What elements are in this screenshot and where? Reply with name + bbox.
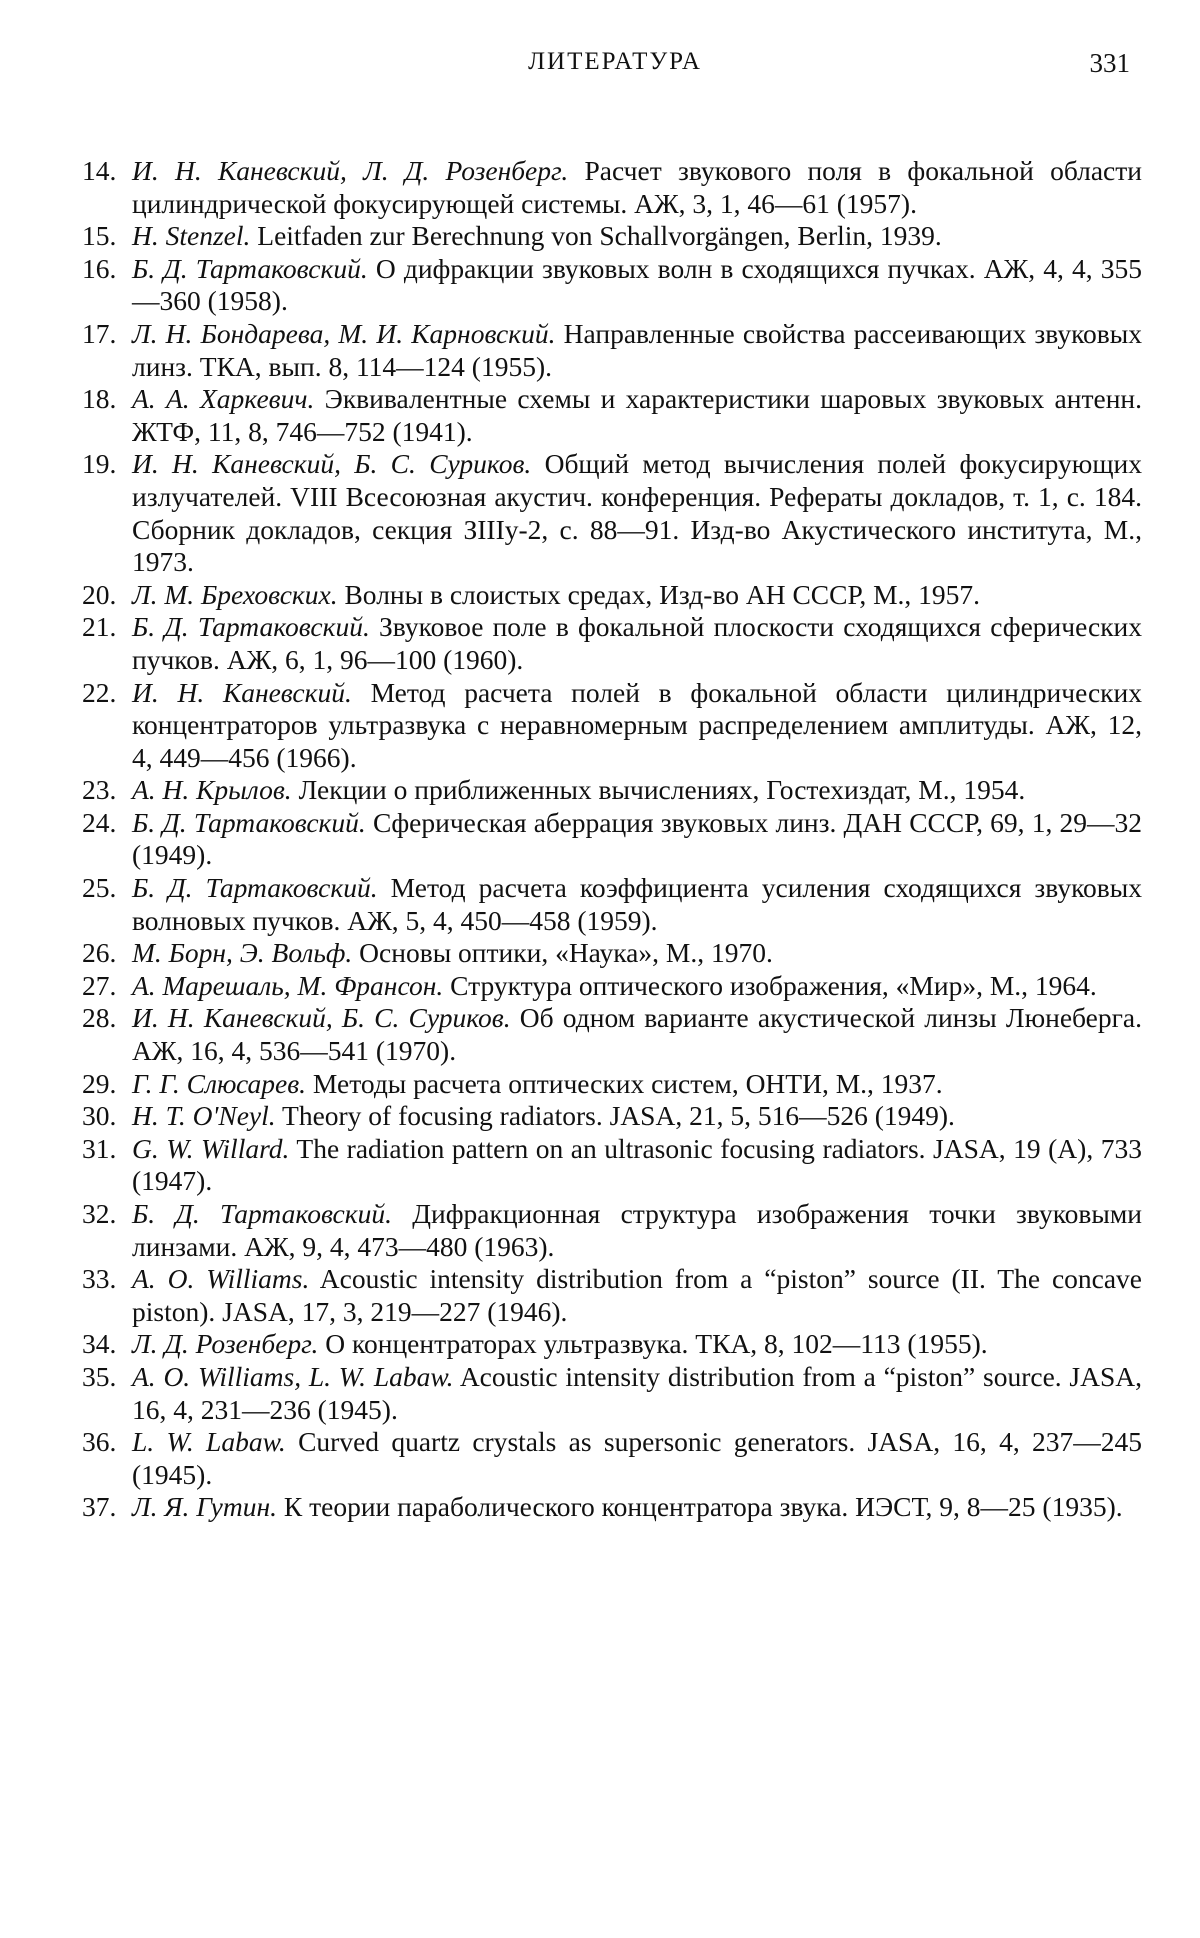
reference-text: Расчет звукового поля в фокальной области цилиндрической фокусирующей системы. АЖ, 3, 1, 46—61 (1957). bbox=[132, 155, 1142, 219]
reference-number: 28. bbox=[82, 1002, 117, 1034]
reference-number: 27. bbox=[82, 969, 117, 1001]
reference-text: Основы оптики, «Наука», М., 1970. bbox=[359, 937, 773, 969]
reference-authors: А. Марешаль, М. Франсон. bbox=[132, 969, 444, 1001]
reference-number: 22. bbox=[82, 676, 117, 708]
reference-item bbox=[82, 1426, 1142, 1491]
reference-authors: М. Борн, Э. Вольф. bbox=[132, 937, 353, 969]
reference-text: Лекции о приближенных вычислениях, Гостехиздат, М., 1954. bbox=[298, 774, 1026, 806]
reference-authors: Л. Д. Розенберг. bbox=[132, 1328, 319, 1360]
reference-text: Дифракционная структура изображения точки звуковыми линзами. АЖ, 9, 4, 473—480 (1963). bbox=[132, 1198, 1143, 1262]
reference-body bbox=[132, 1100, 1142, 1133]
reference-authors: H. Stenzel. bbox=[132, 220, 251, 252]
reference-item bbox=[82, 383, 1142, 448]
reference-text: Эквивалентные схемы и характеристики шаровых звуковых антенн. ЖТФ, 11, 8, 746—752 (1941). bbox=[132, 383, 1143, 447]
reference-body bbox=[132, 220, 1142, 253]
reference-item bbox=[82, 1068, 1142, 1101]
reference-text: Звуковое поле в фокальной плоскости сходящихся сферических пучков. АЖ, 6, 1, 96—100 (1960). bbox=[132, 611, 1143, 675]
reference-item bbox=[82, 1133, 1142, 1198]
reference-authors: И. Н. Каневский, Л. Д. Розенберг. bbox=[132, 155, 569, 186]
reference-text: О дифракции звуковых волн в сходящихся пучках. АЖ, 4, 4, 355—360 (1958). bbox=[132, 252, 1143, 317]
reference-item bbox=[82, 872, 1142, 937]
reference-number: 21. bbox=[82, 611, 117, 643]
reference-authors: И. Н. Каневский, Б. С. Суриков. bbox=[132, 1002, 511, 1034]
reference-item bbox=[82, 1328, 1142, 1361]
reference-item bbox=[82, 774, 1142, 807]
reference-number: 26. bbox=[82, 937, 117, 969]
reference-item bbox=[82, 807, 1142, 872]
reference-item bbox=[82, 937, 1142, 970]
reference-text: Об одном варианте акустической линзы Люнеберга. АЖ, 16, 4, 536—541 (1970). bbox=[132, 1002, 1142, 1067]
reference-number: 32. bbox=[82, 1198, 117, 1229]
reference-authors: А. Н. Крылов. bbox=[132, 774, 292, 806]
reference-body bbox=[132, 1263, 1142, 1328]
reference-body bbox=[132, 937, 1142, 970]
reference-authors: Л. Н. Бондарева, М. И. Карновский. bbox=[132, 317, 556, 349]
reference-item bbox=[82, 1100, 1142, 1133]
reference-item bbox=[82, 1263, 1142, 1328]
reference-text: Волны в слоистых средах, Изд-во АН СССР, М., 1957. bbox=[344, 578, 981, 610]
reference-text: Метод расчета полей в фокальной области цилиндрических концентраторов ультразвука с неравномерным распределением амплитуды. АЖ, 12, 4, 449—456 (1966). bbox=[132, 676, 1142, 773]
reference-number: 18. bbox=[82, 383, 117, 415]
reference-authors: Б. Д. Тартаковский. bbox=[132, 611, 370, 643]
reference-authors: А. А. Харкевич. bbox=[132, 383, 315, 415]
reference-authors: Б. Д. Тартаковский. bbox=[132, 1198, 392, 1229]
reference-body bbox=[132, 807, 1142, 872]
reference-text: Методы расчета оптических систем, ОНТИ, М., 1937. bbox=[312, 1067, 943, 1099]
reference-body bbox=[132, 318, 1142, 383]
reference-list bbox=[82, 155, 1142, 1524]
reference-item bbox=[82, 318, 1142, 383]
reference-body bbox=[132, 611, 1142, 676]
reference-item bbox=[82, 677, 1142, 775]
reference-body bbox=[132, 970, 1142, 1003]
reference-authors: G. W. Willard. bbox=[132, 1132, 290, 1164]
reference-body bbox=[132, 1328, 1142, 1361]
reference-number: 35. bbox=[82, 1360, 117, 1392]
reference-body bbox=[132, 1133, 1142, 1198]
reference-number: 20. bbox=[82, 578, 117, 610]
reference-item bbox=[82, 155, 1142, 220]
reference-item bbox=[82, 253, 1142, 318]
reference-number: 14. bbox=[82, 155, 117, 186]
reference-number: 25. bbox=[82, 872, 117, 904]
running-title: ЛИТЕРАТУРА bbox=[528, 48, 702, 75]
reference-body bbox=[132, 579, 1142, 612]
reference-number: 23. bbox=[82, 774, 117, 806]
reference-body bbox=[132, 1491, 1142, 1524]
reference-text: Curved quartz crystals as supersonic generators. JASA, 16, 4, 237—245 (1945). bbox=[132, 1426, 1143, 1490]
reference-body bbox=[132, 1002, 1142, 1067]
reference-item bbox=[82, 579, 1142, 612]
reference-item bbox=[82, 1198, 1142, 1263]
reference-text: Theory of focusing radiators. JASA, 21, 5, 516—526 (1949). bbox=[282, 1100, 955, 1132]
reference-number: 24. bbox=[82, 806, 117, 838]
reference-body bbox=[132, 448, 1142, 578]
reference-body bbox=[132, 1198, 1142, 1263]
reference-text: Acoustic intensity distribution from a “piston” source. JASA, 16, 4, 231—236 (1945). bbox=[132, 1360, 1143, 1425]
reference-text: О концентраторах ультразвука. ТКА, 8, 102—113 (1955). bbox=[325, 1328, 988, 1360]
reference-body bbox=[132, 677, 1142, 775]
reference-authors: Л. М. Бреховских. bbox=[132, 578, 338, 610]
reference-body bbox=[132, 1068, 1142, 1101]
reference-item bbox=[82, 611, 1142, 676]
reference-authors: A. O. Williams. bbox=[132, 1263, 310, 1295]
reference-text: The radiation pattern on an ultrasonic focusing radiators. JASA, 19 (A), 733 (1947). bbox=[132, 1132, 1142, 1197]
reference-item bbox=[82, 1491, 1142, 1524]
page-header bbox=[100, 48, 1130, 88]
reference-number: 36. bbox=[82, 1426, 117, 1458]
reference-number: 17. bbox=[82, 317, 117, 349]
reference-authors: L. W. Labaw. bbox=[132, 1426, 286, 1458]
reference-item bbox=[82, 1361, 1142, 1426]
reference-number: 29. bbox=[82, 1067, 117, 1099]
reference-number: 30. bbox=[82, 1100, 117, 1132]
reference-text: Acoustic intensity distribution from a “piston” source (II. The concave piston). JASA, 17, 3, 219—227 (1946). bbox=[132, 1263, 1143, 1327]
reference-text: Структура оптического изображения, «Мир», М., 1964. bbox=[450, 969, 1097, 1001]
reference-number: 16. bbox=[82, 252, 117, 284]
reference-authors: Б. Д. Тартаковский. bbox=[132, 252, 368, 284]
reference-number: 34. bbox=[82, 1328, 117, 1360]
reference-text: Направленные свойства рассеивающих звуковых линз. ТКА, вып. 8, 114—124 (1955). bbox=[132, 317, 1143, 382]
reference-number: 37. bbox=[82, 1491, 117, 1523]
reference-number: 19. bbox=[82, 448, 117, 480]
reference-number: 33. bbox=[82, 1263, 117, 1295]
reference-authors: H. T. O'Neyl. bbox=[132, 1100, 276, 1132]
reference-body bbox=[132, 774, 1142, 807]
reference-body bbox=[132, 383, 1142, 448]
reference-body bbox=[132, 1361, 1142, 1426]
reference-body bbox=[132, 872, 1142, 937]
reference-text: Сферическая аберрация звуковых линз. ДАН СССР, 69, 1, 29—32 (1949). bbox=[132, 806, 1143, 871]
reference-text: Общий метод вычисления полей фокусирующих излучателей. VIII Всесоюзная акустич. конференция. Рефераты докладов, т. 1, с. 184. Сборник докладов, секция ЗIIIу-2, с. 88—91. Изд-во Акустического института, М., 1973. bbox=[132, 448, 1142, 578]
reference-body bbox=[132, 155, 1142, 220]
reference-item bbox=[82, 1002, 1142, 1067]
reference-authors: И. Н. Каневский, Б. С. Суриков. bbox=[132, 448, 532, 480]
reference-body bbox=[132, 253, 1142, 318]
reference-item bbox=[82, 448, 1142, 578]
reference-authors: Г. Г. Слюсарев. bbox=[132, 1067, 307, 1099]
reference-item bbox=[82, 220, 1142, 253]
reference-body bbox=[132, 1426, 1142, 1491]
reference-item bbox=[82, 970, 1142, 1003]
reference-number: 31. bbox=[82, 1132, 117, 1164]
reference-authors: Б. Д. Тартаковский. bbox=[132, 872, 378, 904]
reference-authors: Л. Я. Гутин. bbox=[132, 1491, 277, 1523]
page-number: 331 bbox=[1089, 48, 1130, 78]
reference-text: Метод расчета коэффициента усиления сходящихся звуковых волновых пучков. АЖ, 5, 4, 450—458 (1959). bbox=[132, 872, 1143, 936]
reference-number: 15. bbox=[82, 220, 117, 252]
reference-authors: A. O. Williams, L. W. Labaw. bbox=[132, 1360, 454, 1392]
reference-text: К теории параболического концентратора звука. ИЭСТ, 9, 8—25 (1935). bbox=[283, 1491, 1123, 1523]
reference-text: Leitfaden zur Berechnung von Schallvorgängen, Berlin, 1939. bbox=[257, 220, 942, 252]
reference-authors: Б. Д. Тартаковский. bbox=[132, 806, 366, 838]
reference-authors: И. Н. Каневский. bbox=[132, 676, 352, 708]
